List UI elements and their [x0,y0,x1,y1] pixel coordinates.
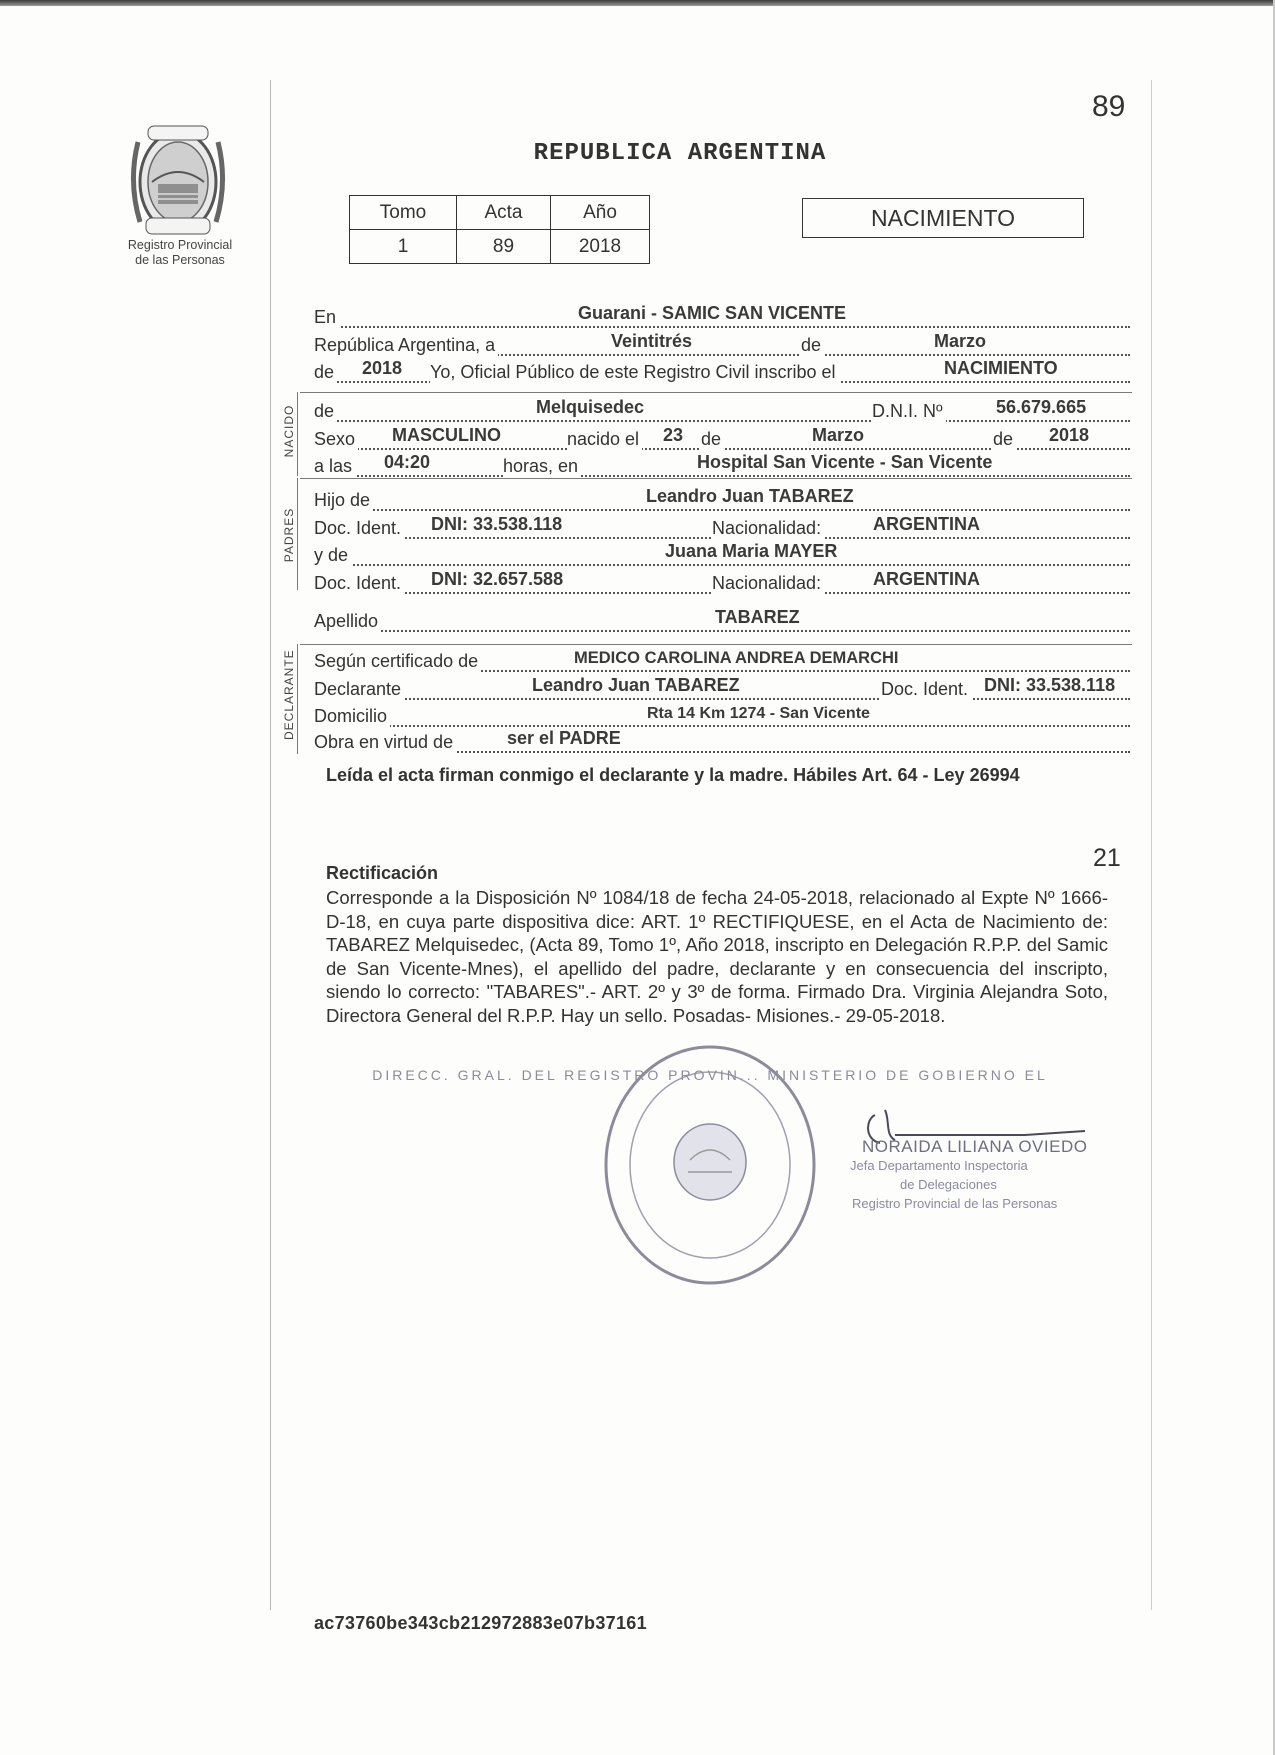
document-title: REPUBLICA ARGENTINA [533,140,827,167]
horas-label: horas, en [503,456,581,477]
page-number: 89 [1092,90,1126,123]
right-margin-line [1151,80,1152,1610]
leida-statement: Leída el acta firman conmigo el declarante y la madre. Hábiles Art. 64 - Ley 26994 [326,765,1020,785]
signer-title-3: Registro Provincial de las Personas [852,1196,1058,1211]
rectificacion-body: Corresponde a la Disposición Nº 1084/18 de fecha 24-05-2018, relacionado al Expte Nº 1666-D-18, en cuya parte dispositiva dice: ART. 1º RECTIFIQUESE, en el Acta de Nacimiento de: TABAREZ Melquisedec, (Acta 89, Tomo 1º, Año 2018, inscripto en Delegación R.P.P. del Samic de San Vicente-Mnes), el apellido del padre, declarante y en consecuencia del inscripto, siendo lo correcto: "TABARES".- ART. 2º y 3º de forma. Firmado Dra. Virginia Alejandra Soto, Directora General del R.P.P. Hay un sello. Posadas- Misiones.- 29-05-2018. [326,887,1108,1026]
row-nacido-sexo [314,420,1130,450]
nacido-section-label: NACIDO [282,404,296,458]
document-hash: ac73760be343cb212972883e07b37161 [314,1613,647,1633]
father-nat-label: Nacionalidad: [712,518,824,539]
acta-value: 89 [457,230,551,264]
en-value: Guarani - SAMIC SAN VICENTE [578,303,847,323]
declarante-value: Leandro Juan TABAREZ [532,675,740,695]
hijo-de-label: Hijo de [314,490,373,511]
apellido-label: Apellido [314,611,381,632]
acta-header: Acta [457,196,551,230]
record-type-box: NACIMIENTO [802,198,1084,238]
de2-label: de [314,362,337,383]
left-margin-line [270,80,271,1610]
birth-year-value: 2018 [1049,425,1090,445]
declarante-label: Declarante [314,679,404,700]
row-declarante [314,670,1130,700]
reference-header-row [350,196,650,230]
registry-label-line2: de las Personas [135,253,225,267]
row-padre-doc [314,509,1130,539]
declarante-doc-value: DNI: 33.538.118 [984,675,1116,695]
row-fecha [314,326,1130,356]
anio-header: Año [551,196,650,230]
row-apellido [314,602,1130,632]
month-value: Marzo [934,331,987,351]
father-name-value: Leandro Juan TABAREZ [646,486,854,506]
birth-day-value: 23 [663,425,684,445]
row-inscribo [314,353,1130,383]
reference-value-row [350,230,650,264]
nacido-el-label: nacido el [567,429,642,450]
sexo-value: MASCULINO [392,425,501,445]
de-label-3: de [993,429,1016,450]
father-nat-value: ARGENTINA [873,514,980,534]
de-label-2: de [701,429,724,450]
signer-name: NORAIDA LILIANA OVIEDO [862,1137,1088,1156]
province-emblem-icon [118,122,238,240]
obra-label: Obra en virtud de [314,732,456,753]
signer-title-2: de Delegaciones [900,1177,997,1192]
scan-top-edge [0,0,1275,6]
mother-doc-value: DNI: 32.657.588 [431,569,564,589]
row-madre [314,536,1130,566]
domicilio-value: Rta 14 Km 1274 - San Vicente [647,705,870,722]
declarante-section-label: DECLARANTE [282,649,296,740]
stamp-text: DIRECC. GRAL. DEL REGISTRO PROVIN... MINISTERIO DE GOBIERNO EL [372,1067,1048,1083]
dni-label: D.N.I. Nº [872,401,946,422]
padres-side-line [297,478,298,590]
obra-value: ser el PADRE [507,728,621,748]
declarante-side-line [297,644,298,754]
row-en [314,298,1130,328]
tomo-header: Tomo [350,196,457,230]
child-dni-value: 56.679.665 [996,397,1087,417]
day-value: Veintitrés [611,331,693,351]
row-certificado [314,642,1130,672]
row-madre-doc [314,564,1130,594]
de-label: de [801,335,824,356]
row-padre [314,481,1130,511]
registry-label [110,238,250,268]
nacido-de-label: de [314,401,337,422]
inscribo-value: NACIMIENTO [944,358,1058,378]
inscribo-label: Yo, Oficial Público de este Registro Civil inscribo el [430,362,839,383]
rectificacion-heading: Rectificación [326,863,439,883]
father-doc-value: DNI: 33.538.118 [431,514,563,534]
cert-value: MEDICO CAROLINA ANDREA DEMARCHI [574,649,899,667]
mother-nat-label: Nacionalidad: [712,573,824,594]
a-las-label: a las [314,456,355,477]
signer-title-1: Jefa Departamento Inspectoria [850,1158,1028,1173]
apellido-value: TABAREZ [715,607,800,627]
row-nacido-nombre [314,392,1130,422]
mother-nat-value: ARGENTINA [873,569,980,589]
reference-table [349,195,650,264]
declarante-doc-label: Doc. Ident. [881,679,971,700]
cert-label: Según certificado de [314,651,481,672]
row-nacido-hora [314,447,1130,477]
sexo-label: Sexo [314,429,358,450]
marginal-number: 21 [1093,844,1121,872]
father-doc-label: Doc. Ident. [314,518,404,539]
nacido-side-line [297,392,298,476]
time-value: 04:20 [384,452,431,472]
child-name-value: Melquisedec [536,397,645,417]
row-obra [314,723,1130,753]
domicilio-label: Domicilio [314,706,390,727]
anio-value: 2018 [551,230,650,264]
birth-month-value: Marzo [812,425,865,445]
year-value: 2018 [362,358,403,378]
y-de-label: y de [314,545,351,566]
tomo-value: 1 [350,230,457,264]
en-label: En [314,307,339,328]
birth-place-value: Hospital San Vicente - San Vicente [697,452,993,472]
mother-doc-label: Doc. Ident. [314,573,404,594]
registry-label-line1: Registro Provincial [127,238,233,252]
padres-top-line [300,478,1132,479]
padres-section-label: PADRES [282,507,296,563]
mother-name-value: Juana Maria MAYER [665,541,838,561]
republica-label: República Argentina, a [314,335,498,356]
